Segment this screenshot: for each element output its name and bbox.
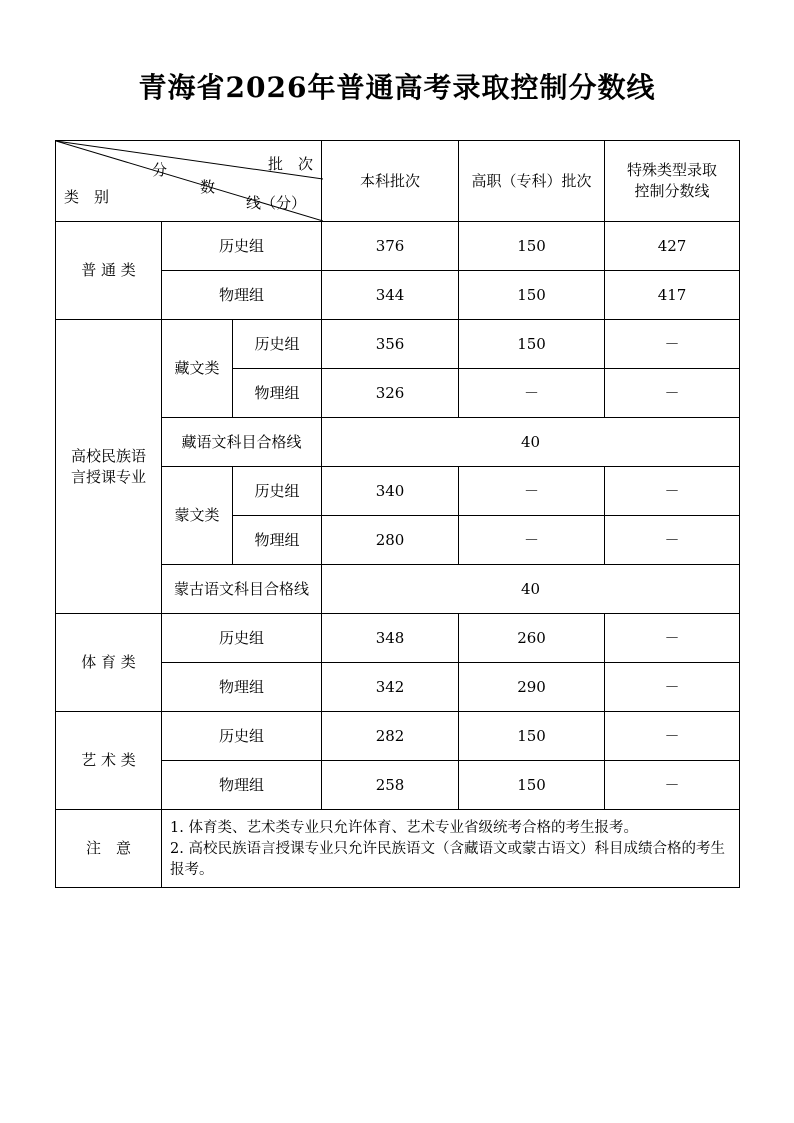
- score-cell: 348: [322, 614, 459, 663]
- diag-score-fen-label: 分: [152, 161, 168, 179]
- score-cell: 427: [605, 222, 740, 271]
- diag-category-label: 类 别: [64, 188, 110, 206]
- subgroup-zangwen: 藏文类: [162, 320, 233, 418]
- score-cell: 280: [322, 516, 459, 565]
- score-cell: 342: [322, 663, 459, 712]
- page-title: 青海省2026年普通高考录取控制分数线: [138, 71, 656, 104]
- score-cell: －: [605, 467, 740, 516]
- score-cell: －: [605, 712, 740, 761]
- subgroup-history: 历史组: [162, 222, 322, 271]
- score-cell-zang-pass: 40: [322, 418, 740, 467]
- subgroup-meng-pass: 蒙古语文科目合格线: [162, 565, 322, 614]
- col-header-special-line2: 控制分数线: [634, 182, 710, 200]
- score-cell: 344: [322, 271, 459, 320]
- score-cell: 282: [322, 712, 459, 761]
- score-cell: －: [605, 761, 740, 810]
- diagonal-header-cell: [56, 141, 322, 222]
- score-cell: 376: [322, 222, 459, 271]
- group-minzu-line1: 高校民族语: [70, 446, 146, 465]
- note-line-2: 2. 高校民族语言授课专业只允许民族语文（含藏语文或蒙古语文）科目成绩合格的考生报考。: [170, 841, 725, 878]
- col-header-special: [605, 141, 740, 222]
- score-cell: 150: [459, 271, 605, 320]
- group-minzu-line2: 言授课专业: [70, 467, 146, 486]
- score-cell: 258: [322, 761, 459, 810]
- diag-score-shu-label: 数: [200, 178, 216, 196]
- score-cell: 260: [459, 614, 605, 663]
- score-cell: －: [459, 516, 605, 565]
- score-cell: －: [605, 663, 740, 712]
- group-yishu: 艺 术 类: [56, 712, 162, 810]
- score-cell: 150: [459, 222, 605, 271]
- score-cell: 417: [605, 271, 740, 320]
- subgroup-history: 历史组: [233, 320, 322, 369]
- score-cell: －: [605, 614, 740, 663]
- score-cell: －: [605, 320, 740, 369]
- subgroup-physics: 物理组: [233, 516, 322, 565]
- group-minzu: [56, 320, 162, 614]
- group-putong: 普 通 类: [56, 222, 162, 320]
- group-tiyu: 体 育 类: [56, 614, 162, 712]
- subgroup-physics: 物理组: [162, 271, 322, 320]
- subgroup-physics: 物理组: [162, 663, 322, 712]
- score-cell: 290: [459, 663, 605, 712]
- score-cell: －: [605, 516, 740, 565]
- col-header-special-line1: 特殊类型录取: [627, 161, 718, 179]
- subgroup-mengwen: 蒙文类: [162, 467, 233, 565]
- score-table: [55, 140, 740, 888]
- subgroup-physics: 物理组: [162, 761, 322, 810]
- subgroup-physics: 物理组: [233, 369, 322, 418]
- score-cell: 150: [459, 320, 605, 369]
- subgroup-history: 历史组: [162, 712, 322, 761]
- score-cell: 340: [322, 467, 459, 516]
- score-cell: 150: [459, 761, 605, 810]
- notes-content: [162, 810, 740, 888]
- note-line-1: 1. 体育类、艺术类专业只允许体育、艺术专业省级统考合格的考生报考。: [170, 820, 638, 836]
- score-cell: 326: [322, 369, 459, 418]
- diag-score-line-label: 线（分）: [246, 194, 307, 212]
- score-cell: －: [605, 369, 740, 418]
- notes-label: 注 意: [56, 810, 162, 888]
- score-cell-meng-pass: 40: [322, 565, 740, 614]
- col-header-undergrad: 本科批次: [322, 141, 459, 222]
- col-header-vocational: 高职（专科）批次: [459, 141, 605, 222]
- score-cell: －: [459, 467, 605, 516]
- score-cell: －: [459, 369, 605, 418]
- subgroup-zang-pass: 藏语文科目合格线: [162, 418, 322, 467]
- diag-batch-label: 批 次: [268, 155, 314, 173]
- score-cell: 356: [322, 320, 459, 369]
- score-cell: 150: [459, 712, 605, 761]
- subgroup-history: 历史组: [233, 467, 322, 516]
- subgroup-history: 历史组: [162, 614, 322, 663]
